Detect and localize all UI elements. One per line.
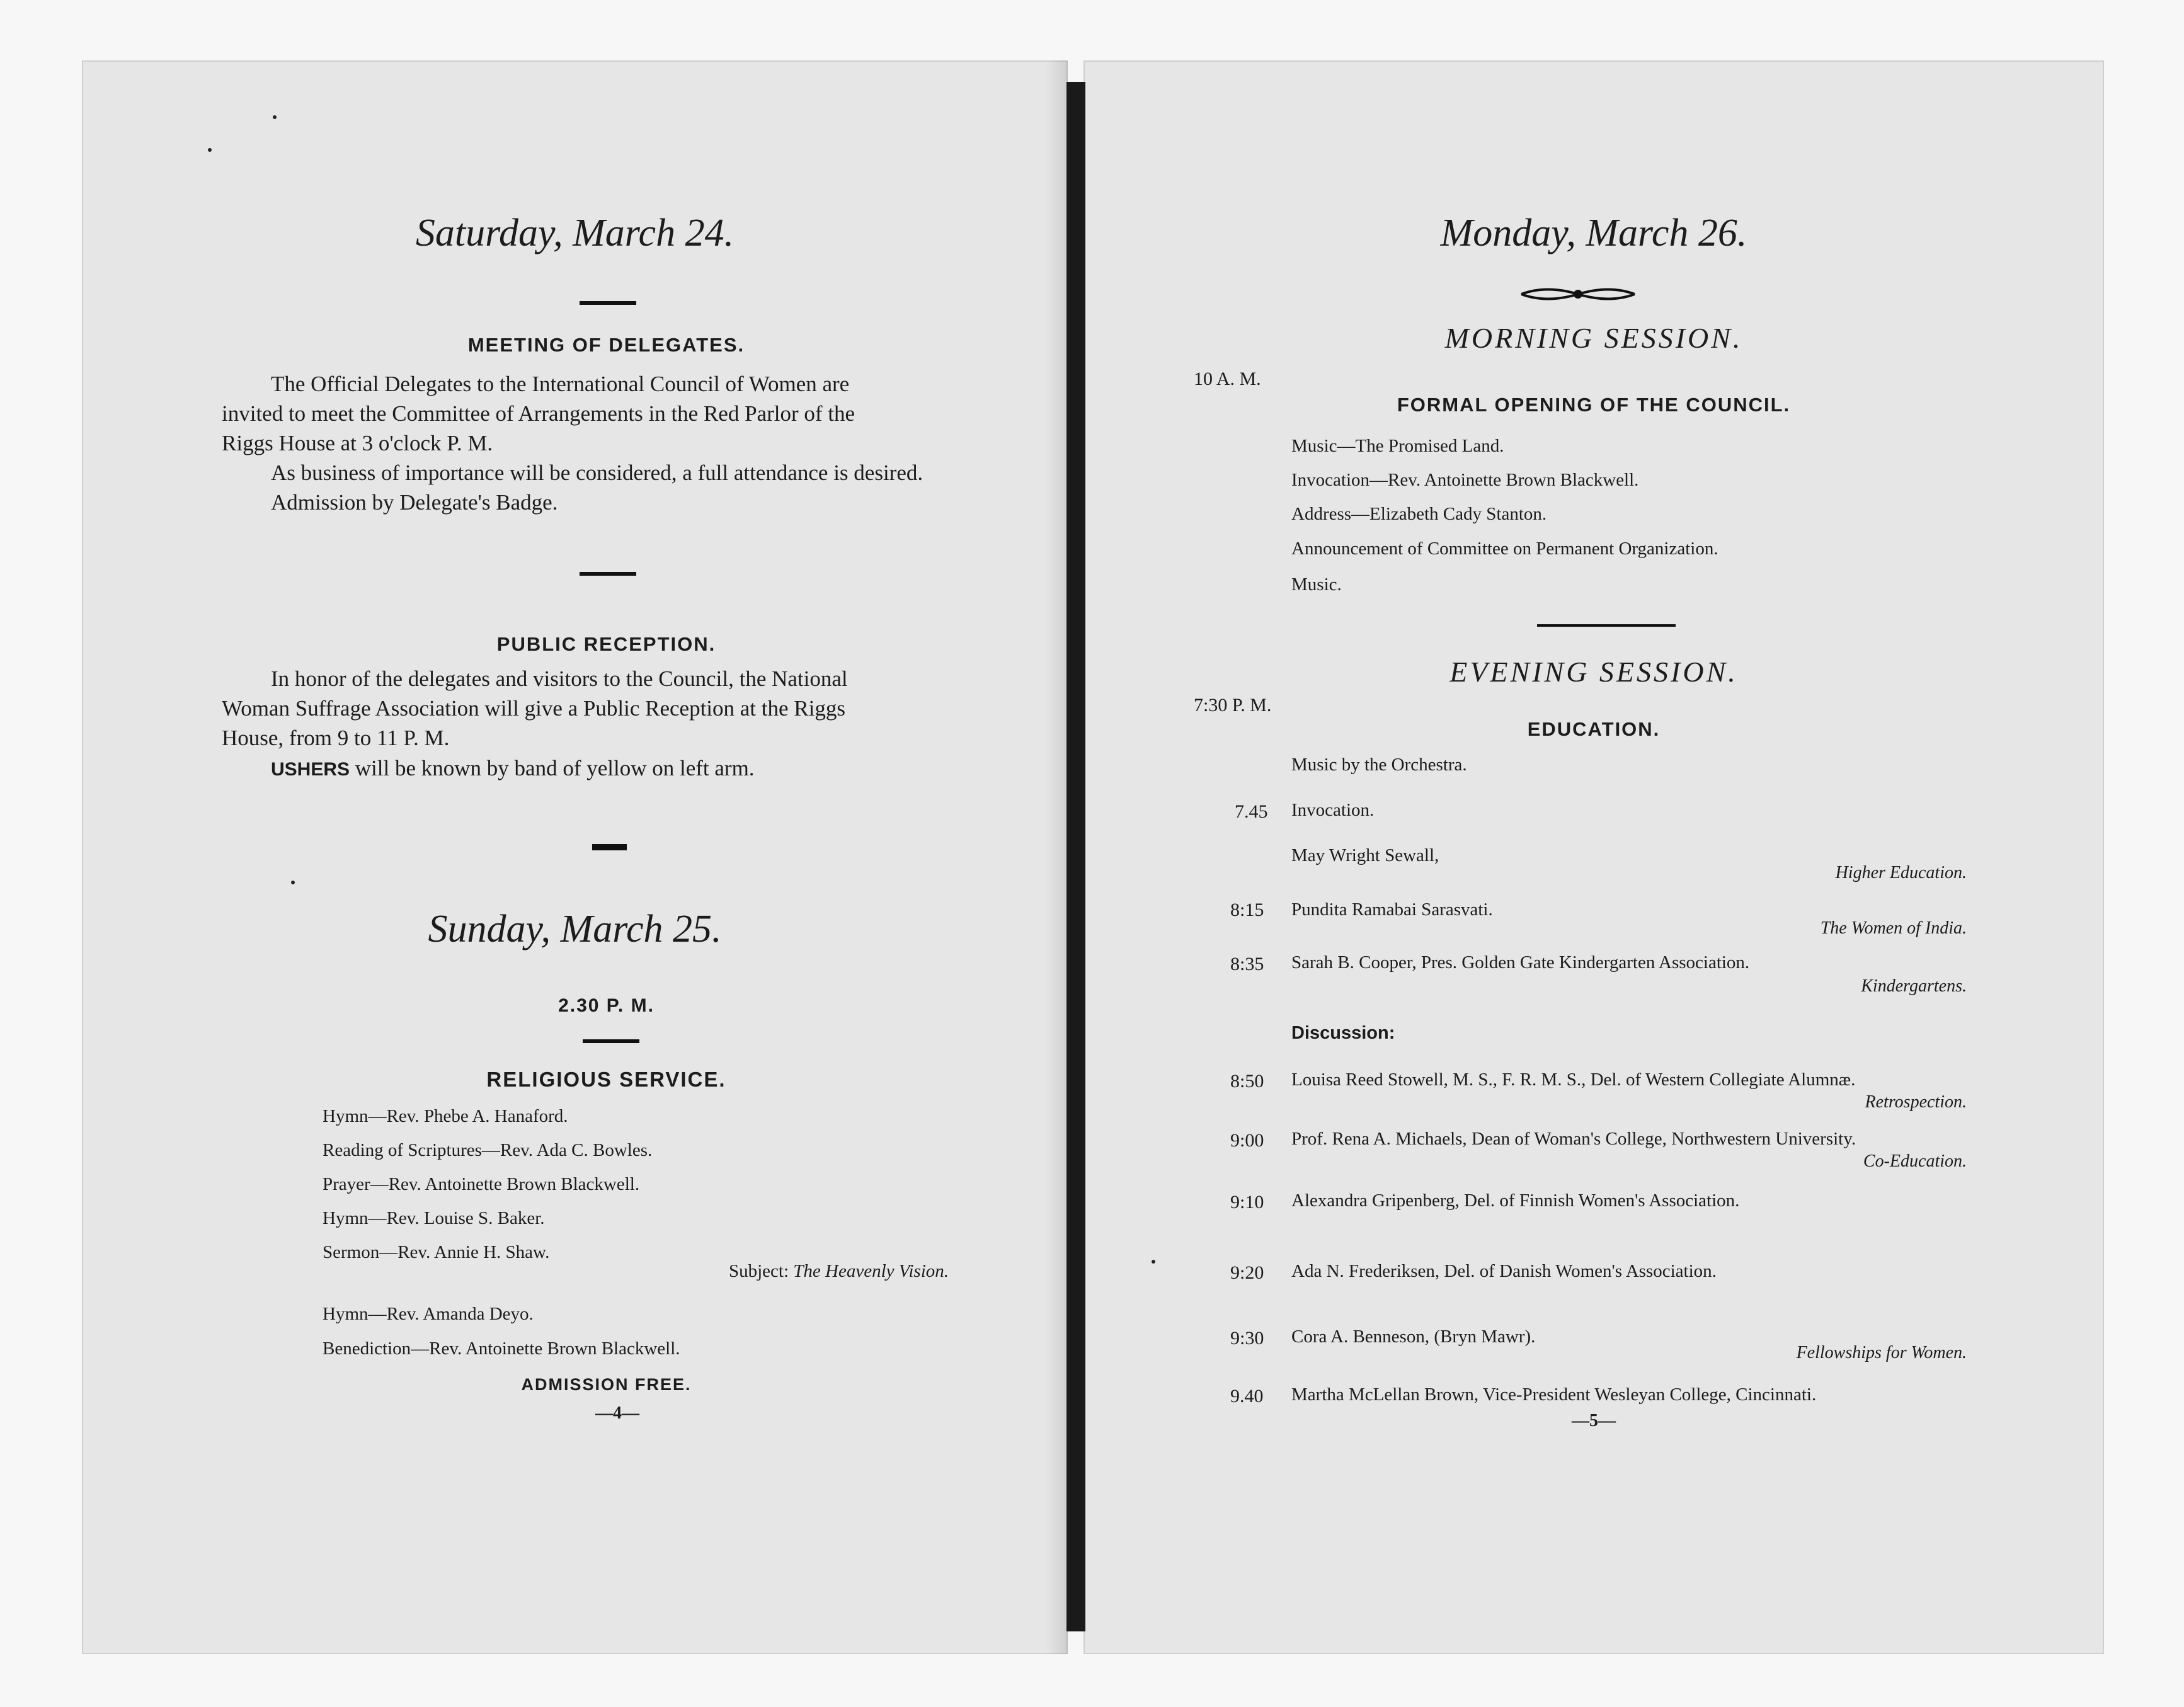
program-item: Invocation—Rev. Antoinette Brown Blackwell. bbox=[1291, 470, 1639, 490]
entry-text: Ada N. Frederiksen, Del. of Danish Women's Association. bbox=[1291, 1261, 1717, 1281]
program-item: Announcement of Committee on Permanent Organization. bbox=[1291, 539, 1718, 559]
program-item: Address—Elizabeth Cady Stanton. bbox=[1291, 504, 1547, 524]
time-10am: 10 A. M. bbox=[1194, 368, 1261, 389]
entry-topic: Higher Education. bbox=[1835, 863, 1967, 882]
delegates-line: Riggs House at 3 o'clock P. M. bbox=[222, 431, 493, 455]
page-number-5: —5— bbox=[1572, 1411, 1616, 1430]
program-item: Music by the Orchestra. bbox=[1291, 755, 1467, 775]
delegates-line: The Official Delegates to the International Council of Women are bbox=[271, 372, 850, 396]
entry-text: Alexandra Gripenberg, Del. of Finnish Women's Association. bbox=[1291, 1190, 1740, 1211]
ink-speck bbox=[208, 148, 212, 152]
reception-line: In honor of the delegates and visitors to the Council, the National bbox=[271, 666, 848, 691]
service-item: Prayer—Rev. Antoinette Brown Blackwell. bbox=[323, 1174, 640, 1194]
education-heading: EDUCATION. bbox=[1527, 718, 1661, 740]
fleuron-ornament bbox=[1515, 283, 1641, 305]
saturday-title: Saturday, March 24. bbox=[415, 212, 735, 254]
entry-time: 9.40 bbox=[1230, 1386, 1264, 1407]
entry-time: 9:20 bbox=[1230, 1262, 1264, 1283]
discussion-label: Discussion: bbox=[1291, 1023, 1395, 1043]
entry-time: 9:10 bbox=[1230, 1192, 1264, 1213]
entry-text: Sarah B. Cooper, Pres. Golden Gate Kindergarten Association. bbox=[1291, 952, 1750, 973]
entry-text: Cora A. Benneson, (Bryn Mawr). bbox=[1291, 1327, 1536, 1347]
entry-text: Louisa Reed Stowell, M. S., F. R. M. S., Del. of Western Collegiate Alumnæ. bbox=[1291, 1070, 1856, 1090]
delegates-line: Admission by Delegate's Badge. bbox=[271, 490, 558, 515]
sunday-title: Sunday, March 25. bbox=[428, 908, 722, 951]
page-number-4: —4— bbox=[595, 1403, 639, 1423]
service-item: Sermon—Rev. Annie H. Shaw. bbox=[323, 1242, 550, 1262]
entry-text: Invocation. bbox=[1291, 800, 1375, 820]
reception-heading: PUBLIC RECEPTION. bbox=[496, 633, 716, 655]
ink-speck bbox=[1152, 1260, 1155, 1264]
ushers-word: USHERS bbox=[271, 759, 350, 780]
delegates-line: As business of importance will be considered, a full attendance is desired. bbox=[271, 460, 923, 485]
time-730pm: 7:30 P. M. bbox=[1194, 695, 1272, 716]
program-item: Music. bbox=[1291, 574, 1342, 595]
entry-topic: Fellowships for Women. bbox=[1796, 1343, 1967, 1362]
entry-topic: The Women of India. bbox=[1820, 918, 1967, 938]
service-item: Hymn—Rev. Louise S. Baker. bbox=[323, 1208, 545, 1228]
divider bbox=[583, 1039, 639, 1043]
entry-time: 9:30 bbox=[1230, 1328, 1264, 1349]
program-item: Music—The Promised Land. bbox=[1291, 436, 1504, 456]
entry-text: Pundita Ramabai Sarasvati. bbox=[1291, 899, 1493, 920]
service-item: Hymn—Rev. Phebe A. Hanaford. bbox=[323, 1106, 568, 1126]
reception-line: House, from 9 to 11 P. M. bbox=[222, 726, 450, 750]
ink-speck bbox=[291, 881, 295, 884]
entry-topic: Kindergartens. bbox=[1861, 976, 1967, 996]
opening-heading: FORMAL OPENING OF THE COUNCIL. bbox=[1397, 394, 1791, 416]
entry-time: 8:35 bbox=[1230, 954, 1264, 974]
entry-text: Martha McLellan Brown, Vice-President Wesleyan College, Cincinnati. bbox=[1291, 1384, 1817, 1405]
ink-speck bbox=[273, 115, 277, 119]
sunday-time: 2.30 P. M. bbox=[558, 995, 655, 1016]
divider bbox=[1537, 624, 1676, 627]
service-item: Hymn—Rev. Amanda Deyo. bbox=[323, 1304, 534, 1324]
entry-time: 9:00 bbox=[1230, 1130, 1264, 1151]
subject-value: The Heavenly Vision. bbox=[793, 1261, 949, 1281]
ushers-text: will be known by band of yellow on left arm. bbox=[355, 756, 755, 780]
delegates-line: invited to meet the Committee of Arrangements in the Red Parlor of the bbox=[222, 401, 855, 426]
divider bbox=[592, 844, 627, 850]
book-spine bbox=[1066, 82, 1085, 1631]
service-item: Benediction—Rev. Antoinette Brown Blackwell. bbox=[323, 1339, 680, 1359]
ushers-line bbox=[271, 756, 755, 781]
evening-session: EVENING SESSION. bbox=[1449, 656, 1738, 688]
entry-topic: Co-Education. bbox=[1863, 1151, 1967, 1171]
divider bbox=[580, 572, 636, 576]
divider bbox=[580, 301, 636, 305]
sermon-subject bbox=[729, 1261, 949, 1282]
monday-title: Monday, March 26. bbox=[1440, 212, 1747, 254]
entry-time: 8:50 bbox=[1230, 1071, 1264, 1092]
entry-time: 7.45 bbox=[1235, 801, 1268, 822]
entry-text: Prof. Rena A. Michaels, Dean of Woman's College, Northwestern University. bbox=[1291, 1129, 1856, 1149]
entry-time: 8:15 bbox=[1230, 899, 1264, 920]
admission-free: ADMISSION FREE. bbox=[521, 1375, 692, 1394]
service-item: Reading of Scriptures—Rev. Ada C. Bowles. bbox=[323, 1140, 653, 1160]
entry-text: May Wright Sewall, bbox=[1291, 845, 1439, 865]
reception-line: Woman Suffrage Association will give a Public Reception at the Riggs bbox=[222, 696, 845, 721]
entry-topic: Retrospection. bbox=[1865, 1092, 1967, 1112]
subject-label: Subject: bbox=[729, 1261, 789, 1281]
morning-session: MORNING SESSION. bbox=[1444, 322, 1743, 354]
delegates-heading: MEETING OF DELEGATES. bbox=[467, 334, 745, 356]
religious-heading: RELIGIOUS SERVICE. bbox=[486, 1068, 726, 1091]
